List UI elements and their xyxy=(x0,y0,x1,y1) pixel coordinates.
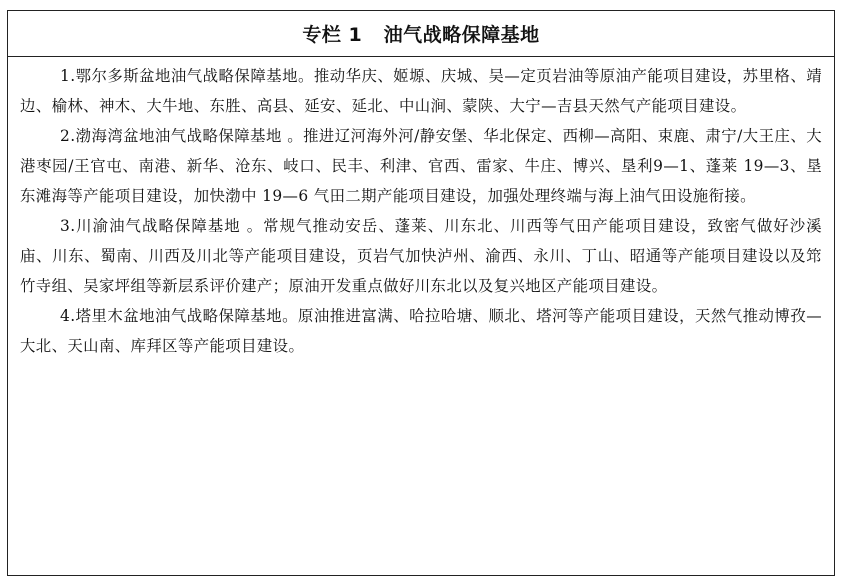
column-box xyxy=(7,10,835,576)
title-row xyxy=(8,11,834,57)
column-content xyxy=(8,57,834,361)
column-title: 专栏 1 油气战略保障基地 xyxy=(302,24,540,46)
paragraph-bohai-bay: 2.渤海湾盆地油气战略保障基地 。推进辽河海外河/静安堡、华北保定、西柳—高阳、束鹿、肃宁/大王庄、大港枣园/王官屯、南港、新华、沧东、岐口、民丰、利津、官西、雷家、牛庄、博兴、垦利9—1、蓬莱 19—3、垦东滩海等产能项目建设，加快渤中 19—6 气田二期产能项目建设，加强处理终端与海上油气田设施衔接。 xyxy=(20,127,822,205)
paragraph-tarim: 4.塔里木盆地油气战略保障基地。原油推进富满、哈拉哈塘、顺北、塔河等产能项目建设，天然气推动博孜—大北、天山南、库拜区等产能项目建设。 xyxy=(20,307,822,355)
paragraph-sichuan-chongqing: 3.川渝油气战略保障基地 。常规气推动安岳、蓬莱、川东北、川西等气田产能项目建设，致密气做好沙溪庙、川东、蜀南、川西及川北等产能项目建设，页岩气加快泸州、渝西、永川、丁山、昭通等产能项目建设以及筇竹寺组、吴家坪组等新层系评价建产；原油开发重点做好川东北以及复兴地区产能项目建设。 xyxy=(20,217,822,295)
paragraph-ordos: 1.鄂尔多斯盆地油气战略保障基地。推动华庆、姬塬、庆城、吴—定页岩油等原油产能项目建设，苏里格、靖边、榆林、神木、大牛地、东胜、高县、延安、延北、中山涧、蒙陕、大宁—吉县天然气产能项目建设。 xyxy=(20,67,822,115)
